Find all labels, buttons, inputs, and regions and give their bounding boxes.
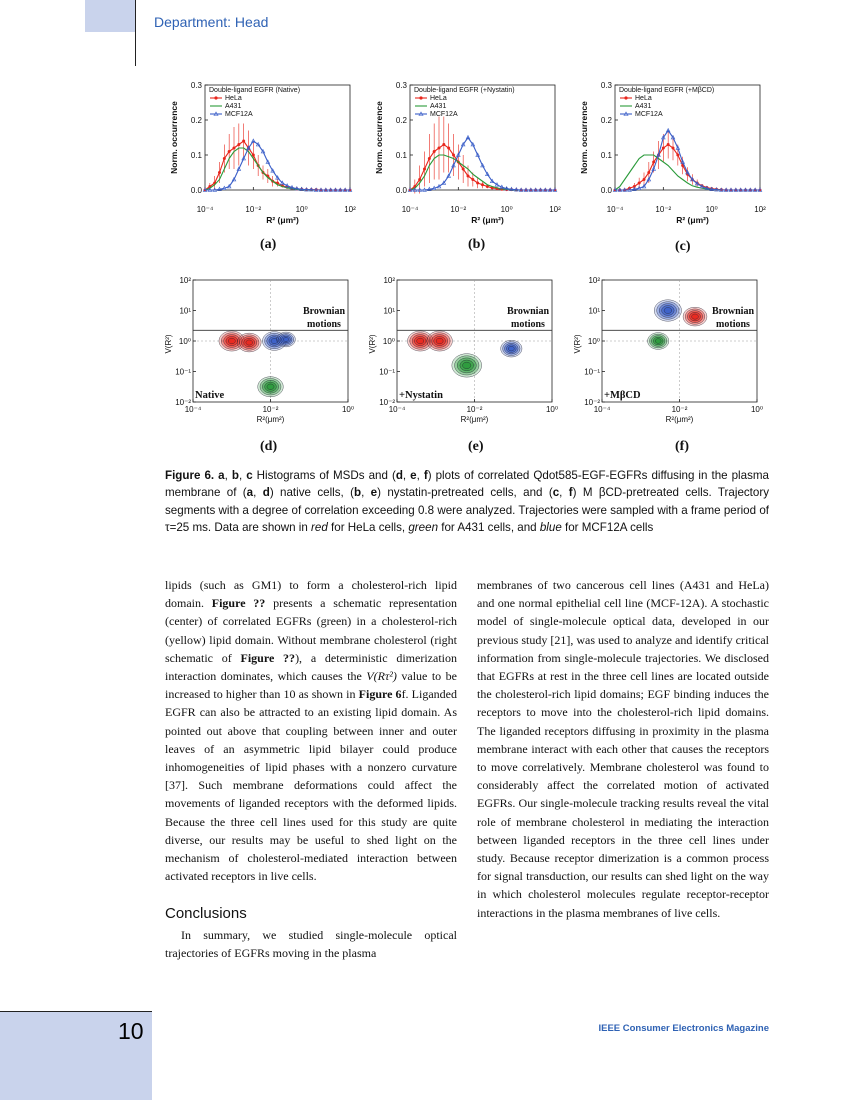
x-axis-label: R² (μm²)	[471, 215, 504, 225]
y-tick-label: 10⁻¹	[379, 367, 395, 377]
left-paragraph: lipids (such as GM1) to form a cholesterol-rich lipid domain. Figure ?? presents a schematic representation (center) of correlated EGFRs (green) in a cholesterol-rich (yellow) lipid domain. Without membrane cholesterol (right schematic of Figure ??), a deterministic dimerization interaction dominates, which causes the V(Rτ²) value to be increased to higher than 10 as shown in Figure 6f. Liganded EGFR can also be attracted to an existing lipid domain. As pointed out above that coupling between inner and outer leaves of an asymmetric lipid bilayer could produce inhomogeneities of lipid phases with a nonzero curvature [37]. Such membrane deformations could affect the movements of liganded receptors with the deformed lipids. Because the three cell lines used for this study are quite diverse, our results may be useful to shed light on the mechanism of cholesterol-mediated interaction between activated receptors in live cells.	[165, 578, 458, 884]
contour-panel-e	[367, 272, 567, 432]
y-tick-label: 0.2	[600, 116, 612, 125]
data-point	[433, 150, 436, 153]
x-tick-label: 10⁻⁴	[606, 205, 624, 214]
contour-panel-d	[163, 272, 363, 432]
x-axis-label: R² (μm²)	[266, 215, 299, 225]
x-axis-label: R²(μm²)	[665, 415, 694, 424]
header-tab	[85, 0, 135, 32]
contour-level	[417, 338, 424, 344]
data-point	[476, 182, 479, 185]
panel-label-f: (f)	[675, 439, 689, 454]
panel-label-b: (b)	[468, 237, 486, 252]
y-tick-label: 10²	[383, 276, 395, 285]
brownian-label: motions	[716, 319, 750, 330]
y-tick-label: 10¹	[179, 306, 191, 316]
contour-level	[508, 346, 514, 351]
data-point	[643, 178, 646, 181]
data-point	[676, 154, 679, 157]
x-tick-label: 10⁻²	[262, 405, 279, 414]
legend-label: MCF12A	[430, 111, 458, 118]
contour-level	[283, 337, 288, 341]
header-rule	[135, 0, 136, 66]
legend-label: HeLa	[430, 95, 447, 102]
x-tick-label: 10⁻²	[655, 205, 672, 214]
data-point	[462, 168, 465, 171]
contour-chart-d	[163, 272, 363, 432]
y-tick-label: 10²	[179, 276, 191, 285]
magazine-name: IEEE Consumer Electronics Magazine	[598, 1023, 769, 1034]
contour-chart-e	[367, 272, 567, 432]
y-tick-label: 0.2	[395, 116, 407, 125]
histogram-panel-c	[575, 75, 775, 235]
histogram-chart-c	[575, 75, 775, 235]
legend-label: HeLa	[225, 95, 242, 102]
legend-label: A431	[225, 103, 242, 110]
data-point	[672, 147, 675, 150]
data-point	[428, 157, 431, 160]
y-tick-label: 0.0	[190, 186, 202, 195]
y-tick-label: 0.1	[600, 151, 612, 160]
x-tick-label: 10⁻⁴	[184, 405, 202, 414]
y-tick-label: 0.1	[190, 151, 202, 160]
y-axis-label: V(R²)	[164, 334, 173, 354]
panel-label-e: (e)	[468, 439, 484, 454]
y-axis-label: Norm. occurrence	[169, 101, 179, 174]
y-tick-label: 10¹	[588, 306, 600, 316]
contour-level	[664, 307, 672, 313]
x-tick-label: 10²	[754, 205, 766, 214]
y-tick-label: 10⁻¹	[175, 367, 191, 377]
y-axis-label: V(R²)	[573, 334, 582, 354]
brownian-label: Brownian	[711, 306, 755, 317]
x-axis-label: R²(μm²)	[256, 415, 285, 424]
contour-level	[655, 339, 661, 344]
histogram-chart-a	[165, 75, 365, 235]
cluster-hela	[237, 333, 261, 352]
data-point	[638, 182, 641, 185]
cluster-mcf12a	[654, 300, 681, 321]
x-tick-label: 10⁻⁴	[593, 405, 611, 414]
legend-label: MCF12A	[225, 111, 253, 118]
brownian-label: motions	[511, 319, 545, 330]
panel-label-a: (a)	[260, 237, 277, 252]
data-point	[647, 171, 650, 174]
y-tick-label: 10⁻²	[379, 398, 395, 407]
y-tick-label: 0.3	[395, 81, 407, 90]
data-point	[423, 168, 426, 171]
data-point	[438, 147, 441, 150]
y-tick-label: 10⁻¹	[584, 367, 600, 377]
x-axis-label: R² (μm²)	[676, 215, 709, 225]
brownian-label: Brownian	[302, 306, 346, 317]
x-tick-label: 10⁰	[341, 405, 355, 414]
contour-panel-f	[572, 272, 772, 432]
legend-label: HeLa	[635, 95, 652, 102]
brownian-label: Brownian	[506, 306, 550, 317]
figure-caption	[165, 467, 769, 536]
y-tick-label: 10¹	[383, 306, 395, 316]
data-point	[467, 175, 470, 178]
condition-label: Native	[195, 390, 225, 401]
right-column	[477, 576, 769, 922]
y-tick-label: 0.3	[600, 81, 612, 90]
data-point	[662, 147, 665, 150]
y-tick-label: 10⁰	[178, 337, 191, 346]
y-tick-label: 0.0	[600, 186, 612, 195]
y-tick-label: 0.0	[395, 186, 407, 195]
data-point	[228, 150, 231, 153]
data-point	[481, 183, 484, 186]
legend-marker	[624, 96, 627, 99]
data-point	[652, 161, 655, 164]
data-point	[242, 140, 245, 143]
histogram-panel-a	[165, 75, 365, 235]
data-point	[667, 143, 670, 146]
y-tick-label: 10⁰	[382, 337, 395, 346]
x-tick-label: 10⁻²	[671, 405, 688, 414]
data-point	[223, 157, 226, 160]
x-tick-label: 10⁻⁴	[388, 405, 406, 414]
cluster-a431	[452, 354, 482, 377]
y-tick-label: 0.1	[395, 151, 407, 160]
panel-label-c: (c)	[675, 239, 691, 254]
legend-marker	[419, 96, 422, 99]
y-axis-label: V(R²)	[368, 334, 377, 354]
left-column	[165, 576, 457, 962]
histogram-chart-b	[370, 75, 570, 235]
contour-level	[267, 384, 274, 390]
y-tick-label: 10⁻²	[584, 398, 600, 407]
contour-level	[246, 340, 253, 345]
cluster-mcf12a	[501, 340, 522, 357]
contour-level	[463, 362, 471, 369]
x-tick-label: 10⁰	[295, 205, 308, 214]
cluster-hela	[427, 331, 453, 351]
data-point	[447, 147, 450, 150]
cluster-hela	[683, 307, 707, 326]
legend-label: MCF12A	[635, 111, 663, 118]
y-tick-label: 10⁻²	[175, 398, 191, 407]
brownian-label: motions	[307, 319, 341, 330]
chart-title: Double-ligand EGFR (+MβCD)	[619, 87, 715, 94]
page-number: 10	[118, 1018, 144, 1044]
cluster-mcf12a	[277, 332, 296, 347]
chart-title: Double-ligand EGFR (+Nystatin)	[414, 87, 515, 94]
x-tick-label: 10²	[549, 205, 561, 214]
data-point	[452, 154, 455, 157]
section-heading: Conclusions	[165, 905, 247, 923]
right-paragraph: membranes of two cancerous cell lines (A431 and HeLa) and one normal epithelial cell line (MCF-12A). A stochastic model of single-molecule optical data, developed in our previous study [21], was used to analyze and identify critical information from single-molecule trajectories. We disclosed that EGFRs at rest in the three cell lines are located outside the cholesterol-rich lipid domains; EGF binding induces the receptors to move into the cholesterol-rich lipid domains. The liganded receptors diffusing in proximity in the plasma membrane interact with each other that causes the receptors to move correlatively. Membrane cholesterol was found to considerably affect the correlated motion of activated EGFRs. Our single-molecule tracking results reveal the vital role of membrane cholesterol in mediating the interaction between liganded receptors in the three cell lines under study. Because receptor dimerization is a common process for signal transduction, our results can shed light on the way in which cholesterol molecules regulate receptor-receptor interactions in the plasma membranes of live cells.	[477, 578, 769, 920]
contour-level	[436, 338, 443, 344]
data-point	[237, 143, 240, 146]
x-tick-label: 10⁰	[705, 205, 718, 214]
x-tick-label: 10⁰	[545, 405, 559, 414]
contour-chart-f	[572, 272, 772, 432]
x-tick-label: 10⁻⁴	[401, 205, 419, 214]
x-tick-label: 10⁻²	[245, 205, 262, 214]
x-tick-label: 10⁰	[500, 205, 513, 214]
cluster-a431	[648, 333, 669, 350]
legend-label: A431	[430, 103, 447, 110]
condition-label: +MβCD	[604, 390, 641, 401]
y-tick-label: 10²	[588, 276, 600, 285]
x-tick-label: 10⁻²	[450, 205, 467, 214]
legend-label: A431	[635, 103, 652, 110]
contour-level	[692, 314, 699, 319]
data-point	[218, 171, 221, 174]
data-point	[442, 143, 445, 146]
chart-title: Double-ligand EGFR (Native)	[209, 87, 301, 94]
y-tick-label: 10⁰	[587, 337, 600, 346]
x-tick-label: 10²	[344, 205, 356, 214]
cluster-a431	[258, 377, 284, 397]
caption-label: Figure 6.	[165, 469, 215, 482]
condition-label: +Nystatin	[399, 390, 443, 401]
y-tick-label: 0.2	[190, 116, 202, 125]
y-axis-label: Norm. occurrence	[374, 101, 384, 174]
panel-label-d: (d)	[260, 439, 278, 454]
data-point	[471, 178, 474, 181]
section-header: Department: Head	[154, 14, 269, 30]
caption-text: a, b, c Histograms of MSDs and (d, e, f) plots of correlated Qdot585-EGF-EGFRs diffusing in the plasma membrane of (a, d) native cells, (b, e) nystatin-pretreated cells, and (c, f) M βCD-pretreated cells. Trajectory segments with a degree of correlation exceeding 0.8 were analyzed. Trajectories were sampled with a frame period of τ=25 ms. Data are shown in red for HeLa cells, green for A431 cells, and blue for MCF12A cells	[165, 469, 770, 534]
contour-level	[228, 338, 235, 344]
legend-marker	[214, 96, 217, 99]
x-axis-label: R²(μm²)	[460, 415, 489, 424]
x-tick-label: 10⁻⁴	[196, 205, 214, 214]
conclusions-paragraph: In summary, we studied single-molecule optical trajectories of EGFRs moving in the plasma	[165, 927, 457, 960]
data-point	[233, 147, 236, 150]
y-tick-label: 0.3	[190, 81, 202, 90]
x-tick-label: 10⁰	[750, 405, 764, 414]
x-tick-label: 10⁻²	[466, 405, 483, 414]
histogram-panel-b	[370, 75, 570, 235]
y-axis-label: Norm. occurrence	[579, 101, 589, 174]
